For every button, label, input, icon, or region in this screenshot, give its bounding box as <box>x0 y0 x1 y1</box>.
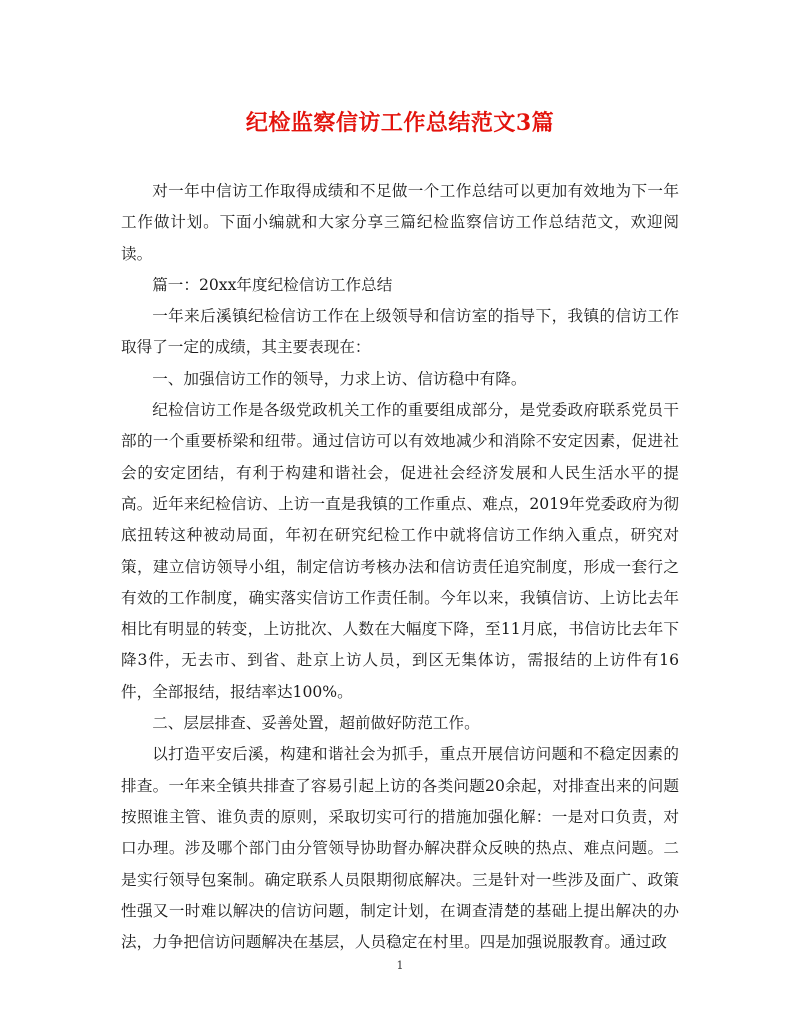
body-paragraph: 纪检信访工作是各级党政机关工作的重要组成部分，是党委政府联系党员干部的一个重要桥梁和纽带。通过信访可以有效地减少和消除不安定因素，促进社会的安定团结，有利于构建和谐社会，促进社会经济发展和人民生活水平的提高。近年来纪检信访、上访一直是我镇的工作重点、难点，2019年党委政府为彻底扭转这种被动局面，年初在研究纪检工作中就将信访工作纳入重点，研究对策，建立信访领导小组，制定信访考核办法和信访责任追究制度，形成一套行之有效的工作制度，确实落实信访工作责任制。今年以来，我镇信访、上访比去年相比有明显的转变，上访批次、人数在大幅度下降，至11月底，书信访比去年下降3件，无去市、到省、赴京上访人员，到区无集体访，需报结的上访件有16件，全部报结，报结率达100%。 <box>121 401 679 701</box>
subheading: 二、层层排查、妥善处置，超前做好防范工作。 <box>152 714 480 733</box>
body-paragraph: 一年来后溪镇纪检信访工作在上级领导和信访室的指导下，我镇的信访工作取得了一定的成绩，其主要表现在： <box>121 307 679 357</box>
page-number: 1 <box>396 959 404 972</box>
document-title: 纪检监察信访工作总结范文3篇 <box>245 110 555 136</box>
document-body <box>121 176 679 958</box>
body-paragraph: 以打造平安后溪，构建和谐社会为抓手，重点开展信访问题和不稳定因素的排查。一年来全镇共排查了容易引起上访的各类问题20余起，对排查出来的问题按照谁主管、谁负责的原则，采取切实可行的措施加强化解：一是对口负责，对口办理。涉及哪个部门由分管领导协助督办解决群众反映的热点、难点问题。二是实行领导包案制。确定联系人员限期彻底解决。三是针对一些涉及面广、政策性强又一时难以解决的信访问题，制定计划，在调查清楚的基础上提出解决的办法，力争把信访问题解决在基层，人员稳定在村里。四是加强说服教育。通过政 <box>121 745 679 952</box>
section-heading: 篇一：20xx年度纪检信访工作总结 <box>152 275 393 294</box>
intro-paragraph: 对一年中信访工作取得成绩和不足做一个工作总结可以更加有效地为下一年工作做计划。下面小编就和大家分享三篇纪检监察信访工作总结范文，欢迎阅读。 <box>121 182 679 263</box>
subheading: 一、加强信访工作的领导，力求上访、信访稳中有降。 <box>152 369 527 388</box>
